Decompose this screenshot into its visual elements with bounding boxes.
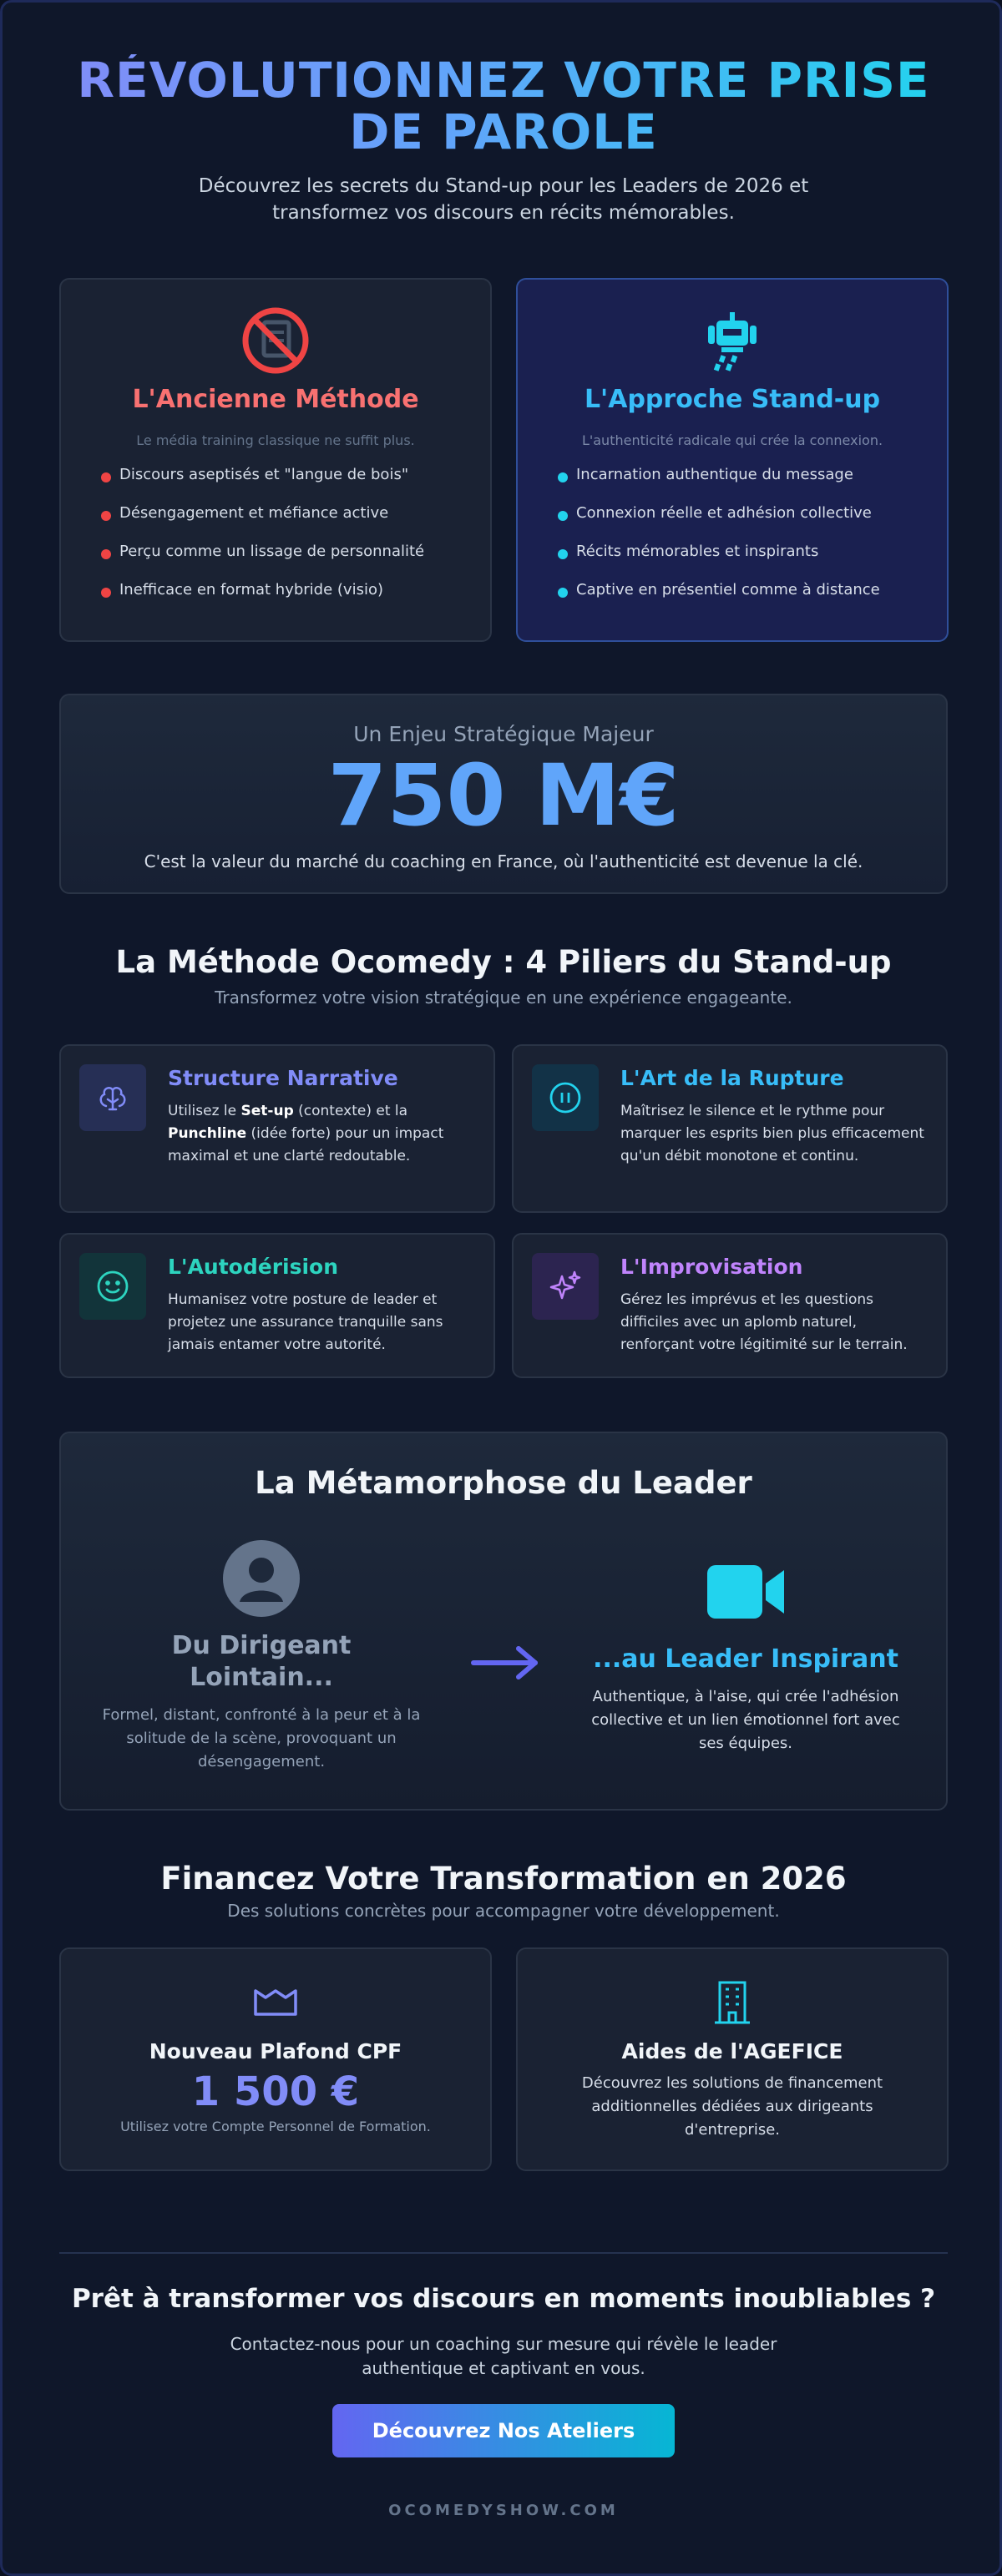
old-method-list [101,465,450,619]
pillar-title: L'Improvisation [620,1255,803,1279]
heading-line: Du Dirigeant [171,1631,352,1660]
list-item [558,580,907,619]
standup-approach-title: L'Approche Stand-up [584,385,881,414]
building-icon [518,1977,947,2028]
setup-term: Set-up [240,1103,294,1119]
list-item [558,465,907,503]
standup-approach-subtitle: L'authenticité radicale qui crée la connexion. [581,432,883,448]
funding-title: Financez Votre Transformation en 2026 [160,1861,847,1897]
cta-title: Prêt à transformer vos discours en moments inoubliables ? [71,2284,936,2314]
footer-brand-link[interactable]: OCOMEDYSHOW.COM [388,2502,619,2519]
pause-icon [532,1064,599,1131]
arrow-right-icon [470,1642,542,1687]
list-item [101,542,450,580]
pillar-card-structure [59,1044,495,1213]
comparison-section [59,278,948,642]
sparkles-icon [532,1253,599,1320]
hero-title-line2: DE PAROLE [349,104,658,160]
microphone-robot-icon [558,305,907,376]
standup-approach-list [558,465,907,619]
discover-workshops-button[interactable]: Découvrez Nos Ateliers [332,2404,675,2457]
cpf-amount: 1 500 € [191,2068,360,2115]
bullet-dot-icon [101,511,111,521]
method-title: La Méthode Ocomedy : 4 Piliers du Stand-up [115,944,892,980]
old-method-card [59,278,492,642]
pillar-desc-part: Utilisez le [168,1103,241,1119]
pillar-title: Structure Narrative [168,1066,398,1090]
pillar-text [168,1255,477,1356]
old-method-subtitle: Le média training classique ne suffit plus. [136,432,415,448]
punchline-term: Punchline [168,1125,247,1142]
wallet-icon [61,1977,490,2028]
pillar-text [620,1066,929,1168]
stat-description: C'est la valeur du marché du coaching en France, où l'authenticité est devenue la clé. [144,851,863,871]
list-item [101,580,450,619]
agefice-description: Découvrez les solutions de financement additionnelles dédiées aux dirigeants d'entreprise. [581,2074,883,2139]
video-camera-icon [579,1562,913,1625]
list-item [558,503,907,542]
inspiring-leader-description: Authentique, à l'aise, qui crée l'adhésion collective et un lien émotionnel fort avec ses équipes. [591,1688,900,1752]
list-item-text: Récits mémorables et inspirants [576,543,819,560]
cpf-card [59,1947,492,2171]
pillar-card-improvisation [512,1233,948,1378]
standup-approach-card [516,278,949,642]
hero-section [59,3,948,226]
list-item-text: Inefficace en format hybride (visio) [119,581,383,599]
bullet-dot-icon [101,588,111,598]
section-divider [59,2252,948,2254]
metamorphosis-title: La Métamorphose du Leader [255,1465,752,1501]
funding-subtitle: Des solutions concrètes pour accompagner votre développement. [227,1901,780,1921]
bullet-dot-icon [558,588,568,598]
list-item [101,465,450,503]
pillar-text [168,1066,477,1168]
pillar-description: Humanisez votre posture de leader et projetez une assurance tranquille sans jamais entamer votre autorité. [168,1291,443,1353]
list-item [558,542,907,580]
stat-label: Un Enjeu Stratégique Majeur [353,722,654,746]
pillar-title: L'Autodérision [168,1255,339,1279]
pillar-text [620,1255,929,1356]
market-stat-card [59,694,948,894]
pillar-card-autoderision [59,1233,495,1378]
bullet-dot-icon [558,549,568,559]
content-column [59,3,948,2519]
list-item-text: Perçu comme un lissage de personnalité [119,543,425,560]
bullet-dot-icon [101,472,111,482]
no-entry-document-icon [101,305,450,376]
inspiring-leader-heading: ...au Leader Inspirant [593,1644,898,1674]
agefice-card [516,1947,949,2171]
cpf-note: Utilisez votre Compte Personnel de Formation. [120,2119,431,2134]
list-item-text: Connexion réelle et adhésion collective [576,504,872,522]
smile-icon [79,1253,146,1320]
bullet-dot-icon [558,511,568,521]
bullet-dot-icon [558,472,568,482]
list-item-text: Captive en présentiel comme à distance [576,581,880,599]
distant-leader-heading [94,1630,428,1694]
stat-value: 750 M€ [327,746,680,846]
list-item-text: Incarnation authentique du message [576,466,853,483]
pillar-description [168,1100,477,1168]
hero-subtitle: Découvrez les secrets du Stand-up pour les Leaders de 2026 et transformez vos discours en récits mémorables. [198,175,809,224]
list-item [101,503,450,542]
pillar-description: Gérez les imprévus et les questions difficiles avec un aplomb naturel, renforçant votre légitimité sur le terrain. [620,1291,908,1353]
cpf-title: Nouveau Plafond CPF [149,2039,402,2063]
inspiring-leader-column [579,1540,913,1755]
distant-leader-column [94,1540,428,1774]
pillar-card-rupture [512,1044,948,1213]
pillar-desc-part: (contexte) et la [293,1103,408,1119]
pillar-title: L'Art de la Rupture [620,1066,844,1090]
metamorphosis-card [59,1432,948,1811]
cta-text: Contactez-nous pour un coaching sur mesure qui révèle le leader authentique et captivant en vous. [230,2334,777,2378]
brain-icon [79,1064,146,1131]
user-circle-icon [94,1540,428,1620]
heading-line: Lointain... [190,1663,333,1692]
pillar-description: Maîtrisez le silence et le rythme pour marquer les esprits bien plus efficacement qu'un débit monotone et continu. [620,1103,924,1164]
method-subtitle: Transformez votre vision stratégique en une expérience engageante. [215,987,792,1008]
agefice-title: Aides de l'AGEFICE [621,2039,843,2063]
list-item-text: Discours aseptisés et "langue de bois" [119,466,409,483]
hero-title-line1: RÉVOLUTIONNEZ VOTRE PRISE [77,52,930,109]
list-item-text: Désengagement et méfiance active [119,504,389,522]
hero-title [59,54,948,158]
old-method-title: L'Ancienne Méthode [132,385,419,414]
pillar-desc-part: (idée forte) pour un impact maximal et une clarté redoutable. [168,1125,444,1164]
bullet-dot-icon [101,549,111,559]
distant-leader-description: Formel, distant, confronté à la peur et à la solitude de la scène, provoquant un désengagement. [102,1706,421,1770]
